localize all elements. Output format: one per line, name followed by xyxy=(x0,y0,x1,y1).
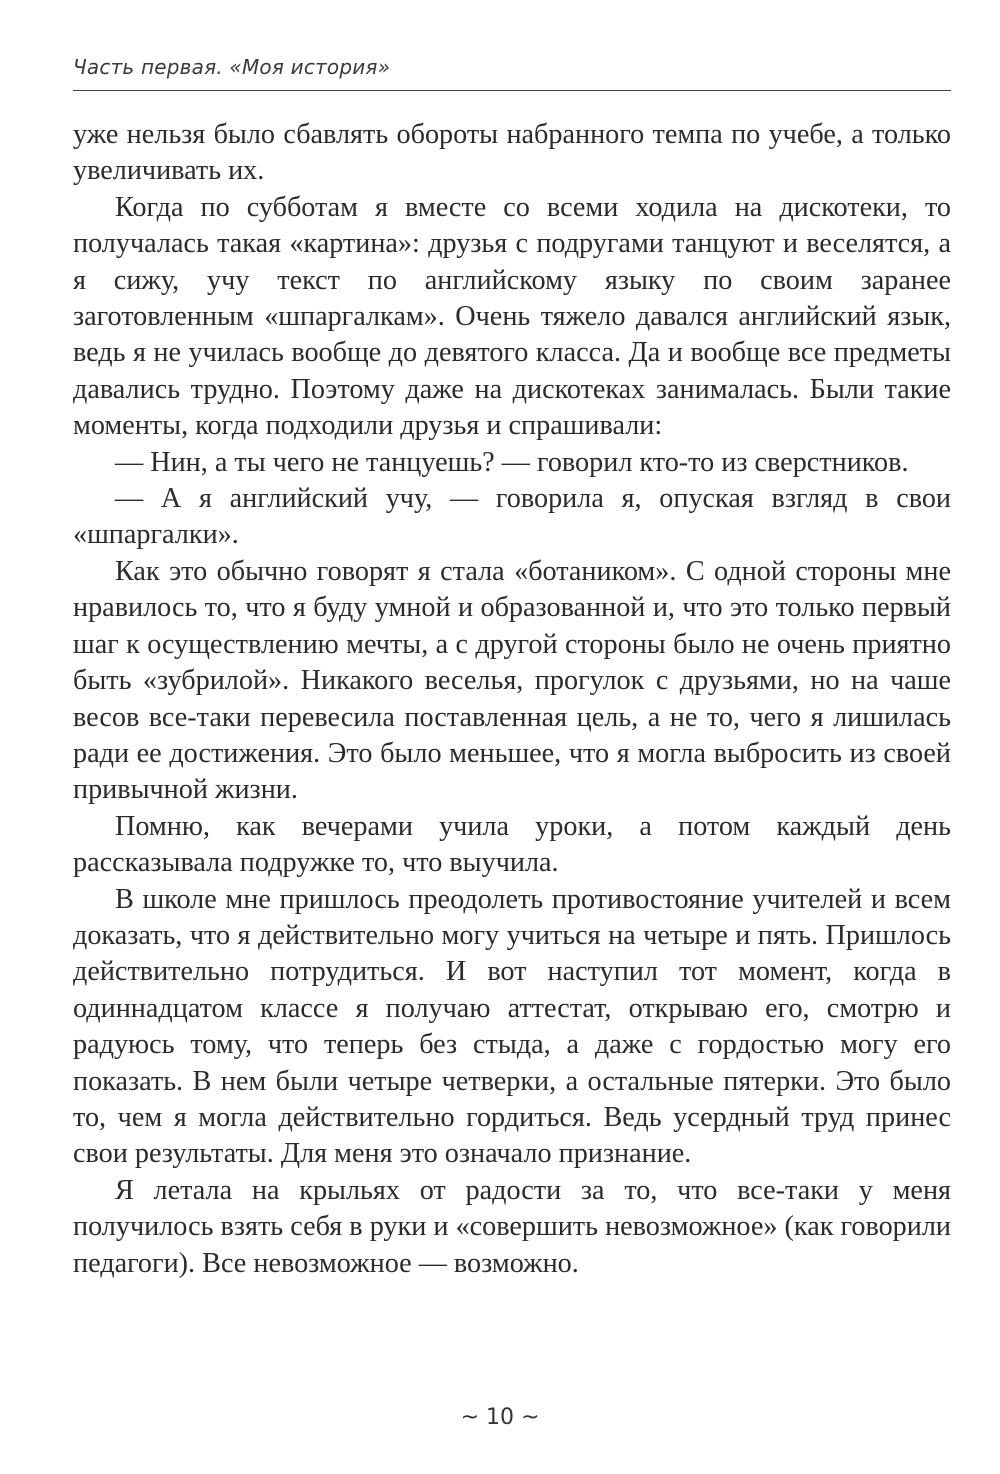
paragraph: уже нельзя было сбавлять обороты набранного темпа по учебе, а только увеличивать их. xyxy=(73,119,951,187)
running-head: Часть первая. «Моя история» xyxy=(73,55,391,79)
paragraph: Как это обычно говорят я стала «ботаником». С одной стороны мне нравилось то, что я буду умной и образованной и, что это только первый шаг к осуществлению мечты, а с другой стороны было не очень приятно быть «зубрилой». Никакого веселья, прогулок с друзьями, но на чаше весов все-таки перевесила поставленная цель, а не то, чего я лишилась ради ее достижения. Это было меньшее, что я могла выбросить из своей привычной жизни. xyxy=(73,555,951,806)
paragraph: — Нин, а ты чего не танцуешь? — говорил кто-то из сверстников. xyxy=(115,446,909,478)
header-rule xyxy=(73,90,951,91)
paragraph: Помню, как вечерами учила уроки, а потом каждый день рассказывала подружке то, что выучила. xyxy=(73,810,951,879)
paragraph: Когда по субботам я вместе со всеми ходила на дискотеки, то получалась такая «картина»: друзья с подругами танцуют и веселятся, а я сижу, учу текст по английскому языку по своим заранее заготовленным «шпаргалкам». Очень тяжело давался английский язык, ведь я не училась вообще до девятого класса. Да и вообще все предметы давались трудно. Поэтому даже на дискотеках занималась. Были такие моменты, когда подходили друзья и спрашивали: xyxy=(73,191,951,442)
paragraph: — А я английский учу, — говорила я, опуская взгляд в свои «шпаргалки». xyxy=(73,483,951,551)
paragraph: Я летала на крыльях от радости за то, что все-таки у меня получилось взять себя в руки и «совершить невозможное» (как говорили педагоги). Все невозможное — возможно. xyxy=(73,1174,951,1279)
page-number: ~ 10 ~ xyxy=(460,1405,540,1430)
paragraph: В школе мне пришлось преодолеть противостояние учителей и всем доказать, что я действительно могу учиться на четыре и пять. Пришлось действительно потрудиться. И вот наступил тот момент, когда в одиннадцатом классе я получаю аттестат, открываю его, смотрю и радуюсь тому, что теперь без стыда, а даже с гордостью могу его показать. В нем были четыре четверки, а остальные пятерки. Это было то, чем я могла действительно гордиться. Ведь усердный труд принес свои результаты. Для меня это означало признание. xyxy=(73,883,951,1170)
body-text xyxy=(73,117,951,1282)
